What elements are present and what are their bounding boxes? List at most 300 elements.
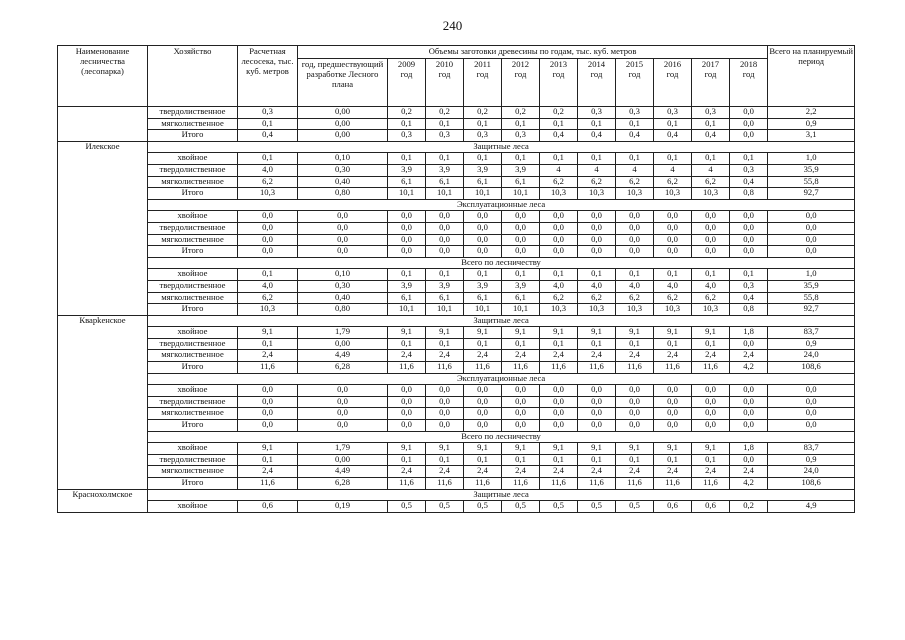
table-row — [58, 188, 855, 200]
value-cell: 0,0 — [298, 246, 388, 258]
value-cell: 0,4 — [540, 130, 578, 142]
header-year-value: 2011 — [474, 59, 491, 69]
section-label: Эксплуатационные леса — [148, 199, 855, 211]
value-cell: 0,0 — [730, 420, 768, 432]
economy-cell: Итого — [148, 420, 238, 432]
value-cell: 0,0 — [502, 408, 540, 420]
value-cell: 0,0 — [388, 222, 426, 234]
value-cell: 9,1 — [502, 443, 540, 455]
value-cell: 0,0 — [502, 385, 540, 397]
value-cell: 0,0 — [692, 211, 730, 223]
value-cell: 0,0 — [616, 246, 654, 258]
header-year-value: 2015 — [625, 59, 644, 69]
value-cell: 9,1 — [426, 443, 464, 455]
header-calc-cutting-area: Расчетная лесосека, тыс. куб. метров — [238, 46, 298, 107]
value-cell: 0,0 — [426, 408, 464, 420]
value-cell: 0,1 — [426, 454, 464, 466]
value-cell: 11,6 — [692, 478, 730, 490]
value-cell: 0,1 — [502, 153, 540, 165]
value-cell: 10,1 — [388, 304, 426, 316]
economy-cell: мягколиственное — [148, 118, 238, 130]
value-cell: 0,5 — [540, 501, 578, 513]
value-cell: 0,1 — [464, 269, 502, 281]
value-cell: 0,0 — [464, 385, 502, 397]
value-cell: 0,0 — [768, 396, 855, 408]
value-cell: 0,0 — [464, 246, 502, 258]
value-cell: 0,00 — [298, 118, 388, 130]
value-cell: 10,1 — [426, 304, 464, 316]
value-cell: 10,3 — [692, 188, 730, 200]
value-cell: 35,9 — [768, 280, 855, 292]
value-cell: 11,6 — [388, 478, 426, 490]
value-cell: 108,6 — [768, 478, 855, 490]
value-cell: 0,0 — [578, 211, 616, 223]
value-cell: 0,0 — [578, 408, 616, 420]
value-cell: 1,0 — [768, 153, 855, 165]
table-row — [58, 292, 855, 304]
value-cell: 0,9 — [768, 118, 855, 130]
value-cell: 0,2 — [426, 107, 464, 119]
value-cell: 6,1 — [426, 176, 464, 188]
value-cell: 0,00 — [298, 338, 388, 350]
value-cell: 0,3 — [730, 280, 768, 292]
value-cell: 2,2 — [768, 107, 855, 119]
value-cell: 0,0 — [654, 420, 692, 432]
value-cell: 0,0 — [768, 408, 855, 420]
value-cell: 2,4 — [654, 350, 692, 362]
economy-cell: твердолиственное — [148, 280, 238, 292]
value-cell: 0,1 — [692, 454, 730, 466]
value-cell: 10,3 — [578, 304, 616, 316]
value-cell: 0,0 — [388, 211, 426, 223]
value-cell: 10,3 — [238, 304, 298, 316]
table-row — [58, 327, 855, 339]
section-label: Защитные леса — [148, 141, 855, 153]
value-cell: 1,0 — [768, 269, 855, 281]
value-cell: 11,6 — [540, 362, 578, 374]
value-cell: 0,4 — [616, 130, 654, 142]
value-cell: 0,1 — [426, 269, 464, 281]
value-cell: 6,1 — [502, 292, 540, 304]
value-cell: 0,0 — [502, 234, 540, 246]
economy-cell: твердолиственное — [148, 107, 238, 119]
value-cell: 0,1 — [616, 338, 654, 350]
section-row — [58, 489, 855, 501]
value-cell: 0,1 — [692, 338, 730, 350]
value-cell: 0,0 — [654, 222, 692, 234]
value-cell: 0,1 — [654, 269, 692, 281]
header-year-value: 2009 — [397, 59, 416, 69]
value-cell: 4,0 — [654, 280, 692, 292]
value-cell: 92,7 — [768, 304, 855, 316]
header-year-2011 — [464, 59, 502, 107]
value-cell: 6,2 — [616, 176, 654, 188]
value-cell: 4,0 — [692, 280, 730, 292]
table-row — [58, 222, 855, 234]
economy-cell: твердолиственное — [148, 338, 238, 350]
value-cell: 0,0 — [464, 222, 502, 234]
value-cell: 0,0 — [768, 234, 855, 246]
value-cell: 10,3 — [540, 304, 578, 316]
value-cell: 0,0 — [540, 222, 578, 234]
table-row — [58, 118, 855, 130]
economy-cell: хвойное — [148, 211, 238, 223]
economy-cell: Итого — [148, 246, 238, 258]
value-cell: 9,1 — [426, 327, 464, 339]
value-cell: 6,2 — [578, 292, 616, 304]
value-cell: 2,4 — [540, 466, 578, 478]
table-row — [58, 478, 855, 490]
table-row — [58, 176, 855, 188]
value-cell: 6,28 — [298, 478, 388, 490]
value-cell: 0,1 — [502, 454, 540, 466]
table-row — [58, 396, 855, 408]
value-cell: 0,1 — [616, 454, 654, 466]
header-year-2015 — [616, 59, 654, 107]
header-year-2018 — [730, 59, 768, 107]
value-cell: 0,0 — [768, 385, 855, 397]
value-cell: 0,0 — [768, 222, 855, 234]
value-cell: 0,0 — [540, 211, 578, 223]
value-cell: 0,0 — [540, 234, 578, 246]
value-cell: 10,3 — [616, 188, 654, 200]
value-cell: 1,79 — [298, 443, 388, 455]
header-year-2016 — [654, 59, 692, 107]
value-cell: 0,0 — [388, 420, 426, 432]
value-cell: 0,0 — [298, 222, 388, 234]
value-cell: 11,6 — [426, 478, 464, 490]
section-row — [58, 257, 855, 269]
value-cell: 0,1 — [654, 153, 692, 165]
value-cell: 0,8 — [730, 188, 768, 200]
value-cell: 0,0 — [426, 222, 464, 234]
value-cell: 0,0 — [654, 246, 692, 258]
economy-cell: мягколиственное — [148, 408, 238, 420]
value-cell: 0,0 — [238, 211, 298, 223]
value-cell: 9,1 — [464, 443, 502, 455]
value-cell: 0,4 — [730, 292, 768, 304]
value-cell: 0,0 — [616, 385, 654, 397]
value-cell: 11,6 — [388, 362, 426, 374]
section-label: Всего по лесничеству — [148, 257, 855, 269]
value-cell: 2,4 — [730, 350, 768, 362]
value-cell: 0,0 — [692, 222, 730, 234]
value-cell: 0,0 — [298, 396, 388, 408]
value-cell: 10,3 — [654, 304, 692, 316]
value-cell: 9,1 — [578, 443, 616, 455]
value-cell: 0,1 — [654, 338, 692, 350]
value-cell: 0,2 — [540, 107, 578, 119]
value-cell: 11,6 — [502, 478, 540, 490]
value-cell: 0,10 — [298, 153, 388, 165]
value-cell: 4,2 — [730, 478, 768, 490]
header-year-word: год — [666, 68, 679, 79]
value-cell: 2,4 — [502, 466, 540, 478]
table-row — [58, 211, 855, 223]
table-row — [58, 443, 855, 455]
value-cell: 0,0 — [730, 222, 768, 234]
value-cell: 0,3 — [426, 130, 464, 142]
value-cell: 0,1 — [464, 153, 502, 165]
header-year-2014 — [578, 59, 616, 107]
table-row — [58, 454, 855, 466]
value-cell: 0,0 — [298, 420, 388, 432]
section-row — [58, 141, 855, 153]
value-cell: 0,0 — [502, 396, 540, 408]
value-cell: 92,7 — [768, 188, 855, 200]
table-row — [58, 338, 855, 350]
value-cell: 10,3 — [654, 188, 692, 200]
value-cell: 0,1 — [426, 153, 464, 165]
table-row — [58, 501, 855, 513]
value-cell: 0,2 — [502, 107, 540, 119]
value-cell: 0,0 — [654, 408, 692, 420]
value-cell: 0,0 — [578, 385, 616, 397]
value-cell: 0,0 — [578, 420, 616, 432]
value-cell: 4,0 — [238, 280, 298, 292]
value-cell: 0,8 — [730, 304, 768, 316]
value-cell: 0,1 — [238, 153, 298, 165]
value-cell: 0,4 — [692, 130, 730, 142]
value-cell: 0,0 — [426, 396, 464, 408]
value-cell: 9,1 — [464, 327, 502, 339]
value-cell: 0,0 — [654, 234, 692, 246]
value-cell: 0,0 — [692, 396, 730, 408]
economy-cell: хвойное — [148, 443, 238, 455]
value-cell: 4,49 — [298, 466, 388, 478]
value-cell: 0,0 — [388, 234, 426, 246]
value-cell: 0,0 — [730, 338, 768, 350]
value-cell: 0,5 — [616, 501, 654, 513]
value-cell: 0,0 — [616, 211, 654, 223]
value-cell: 0,0 — [616, 420, 654, 432]
value-cell: 0,3 — [464, 130, 502, 142]
value-cell: 0,30 — [298, 280, 388, 292]
economy-cell: мягколиственное — [148, 176, 238, 188]
value-cell: 0,1 — [730, 153, 768, 165]
value-cell: 0,5 — [502, 501, 540, 513]
economy-cell: твердолиственное — [148, 454, 238, 466]
value-cell: 0,00 — [298, 454, 388, 466]
value-cell: 0,4 — [578, 130, 616, 142]
value-cell: 0,1 — [540, 269, 578, 281]
table-row — [58, 350, 855, 362]
value-cell: 11,6 — [464, 362, 502, 374]
value-cell: 9,1 — [540, 327, 578, 339]
value-cell: 11,6 — [616, 478, 654, 490]
page-number: 240 — [442, 18, 463, 33]
value-cell: 0,1 — [426, 118, 464, 130]
value-cell: 6,1 — [388, 176, 426, 188]
value-cell: 10,3 — [692, 304, 730, 316]
value-cell: 11,6 — [426, 362, 464, 374]
value-cell: 4 — [540, 164, 578, 176]
value-cell: 0,0 — [730, 396, 768, 408]
value-cell: 0,0 — [426, 234, 464, 246]
value-cell: 10,1 — [388, 188, 426, 200]
value-cell: 6,28 — [298, 362, 388, 374]
value-cell: 0,1 — [730, 269, 768, 281]
value-cell: 0,0 — [616, 222, 654, 234]
value-cell: 0,3 — [578, 107, 616, 119]
economy-cell: хвойное — [148, 501, 238, 513]
value-cell: 0,80 — [298, 188, 388, 200]
value-cell: 2,4 — [578, 350, 616, 362]
value-cell: 0,0 — [616, 234, 654, 246]
value-cell: 4 — [692, 164, 730, 176]
value-cell: 11,6 — [540, 478, 578, 490]
value-cell: 6,1 — [388, 292, 426, 304]
value-cell: 10,3 — [540, 188, 578, 200]
header-prev-year: год, предшествующий разработке Лесного плана — [298, 59, 388, 107]
table-row — [58, 304, 855, 316]
value-cell: 0,0 — [540, 408, 578, 420]
value-cell: 55,8 — [768, 176, 855, 188]
value-cell: 0,2 — [464, 107, 502, 119]
value-cell: 0,1 — [464, 118, 502, 130]
value-cell: 0,0 — [692, 246, 730, 258]
value-cell: 0,0 — [768, 211, 855, 223]
value-cell: 3,9 — [502, 164, 540, 176]
value-cell: 0,0 — [616, 396, 654, 408]
value-cell: 0,1 — [238, 454, 298, 466]
value-cell: 0,5 — [464, 501, 502, 513]
value-cell: 0,4 — [238, 130, 298, 142]
value-cell: 3,9 — [388, 164, 426, 176]
header-year-word: год — [514, 68, 527, 79]
value-cell: 0,1 — [238, 118, 298, 130]
value-cell: 4,0 — [578, 280, 616, 292]
value-cell: 0,0 — [654, 385, 692, 397]
value-cell: 0,1 — [388, 153, 426, 165]
value-cell: 0,3 — [388, 130, 426, 142]
economy-cell: Итого — [148, 188, 238, 200]
header-year-value: 2014 — [587, 59, 606, 69]
value-cell: 6,1 — [502, 176, 540, 188]
value-cell: 0,0 — [540, 246, 578, 258]
table-row — [58, 385, 855, 397]
value-cell: 0,1 — [540, 338, 578, 350]
value-cell: 0,0 — [238, 246, 298, 258]
value-cell: 0,0 — [298, 408, 388, 420]
value-cell: 55,8 — [768, 292, 855, 304]
value-cell: 0,1 — [238, 338, 298, 350]
economy-cell: мягколиственное — [148, 466, 238, 478]
value-cell: 4 — [654, 164, 692, 176]
value-cell: 2,4 — [464, 466, 502, 478]
value-cell: 3,9 — [502, 280, 540, 292]
value-cell: 0,1 — [540, 118, 578, 130]
economy-cell: мягколиственное — [148, 350, 238, 362]
value-cell: 3,9 — [464, 164, 502, 176]
header-economy: Хозяйство — [148, 46, 238, 107]
value-cell: 6,2 — [540, 292, 578, 304]
header-year-word: год — [742, 68, 755, 79]
value-cell: 0,80 — [298, 304, 388, 316]
value-cell: 3,9 — [464, 280, 502, 292]
value-cell: 6,2 — [238, 176, 298, 188]
value-cell: 1,8 — [730, 327, 768, 339]
value-cell: 9,1 — [654, 443, 692, 455]
value-cell: 0,0 — [388, 385, 426, 397]
value-cell: 2,4 — [578, 466, 616, 478]
value-cell: 0,0 — [464, 396, 502, 408]
value-cell: 0,0 — [730, 107, 768, 119]
value-cell: 0,30 — [298, 164, 388, 176]
value-cell: 0,10 — [298, 269, 388, 281]
value-cell: 6,2 — [578, 176, 616, 188]
value-cell: 0,0 — [464, 234, 502, 246]
value-cell: 0,1 — [388, 269, 426, 281]
header-volumes-by-year: Объемы заготовки древесины по годам, тыс. куб. метров — [298, 46, 768, 59]
value-cell: 0,0 — [692, 234, 730, 246]
value-cell: 0,4 — [730, 176, 768, 188]
value-cell: 0,6 — [238, 501, 298, 513]
value-cell: 0,0 — [540, 396, 578, 408]
value-cell: 0,0 — [238, 396, 298, 408]
value-cell: 11,6 — [502, 362, 540, 374]
value-cell: 11,6 — [654, 362, 692, 374]
value-cell: 0,1 — [616, 269, 654, 281]
value-cell: 0,0 — [502, 420, 540, 432]
value-cell: 0,0 — [730, 130, 768, 142]
value-cell: 0,1 — [464, 454, 502, 466]
value-cell: 0,3 — [238, 107, 298, 119]
value-cell: 0,40 — [298, 176, 388, 188]
value-cell: 0,1 — [502, 118, 540, 130]
value-cell: 2,4 — [654, 466, 692, 478]
value-cell: 6,2 — [692, 176, 730, 188]
table-row — [58, 107, 855, 119]
economy-cell: хвойное — [148, 153, 238, 165]
value-cell: 0,1 — [578, 338, 616, 350]
header-year-value: 2017 — [701, 59, 720, 69]
value-cell: 2,4 — [540, 350, 578, 362]
value-cell: 9,1 — [654, 327, 692, 339]
value-cell: 2,4 — [238, 350, 298, 362]
header-year-2013 — [540, 59, 578, 107]
value-cell: 0,0 — [730, 454, 768, 466]
section-row — [58, 199, 855, 211]
value-cell: 0,0 — [502, 211, 540, 223]
value-cell: 6,1 — [464, 176, 502, 188]
value-cell: 9,1 — [616, 443, 654, 455]
value-cell: 2,4 — [692, 466, 730, 478]
economy-cell: твердолиственное — [148, 396, 238, 408]
value-cell: 0,0 — [238, 408, 298, 420]
header-year-value: 2010 — [435, 59, 454, 69]
value-cell: 0,0 — [238, 234, 298, 246]
value-cell: 11,6 — [578, 362, 616, 374]
value-cell: 0,0 — [540, 385, 578, 397]
value-cell: 11,6 — [616, 362, 654, 374]
value-cell: 0,4 — [654, 130, 692, 142]
value-cell: 11,6 — [464, 478, 502, 490]
value-cell: 0,0 — [388, 408, 426, 420]
value-cell: 0,1 — [502, 338, 540, 350]
value-cell: 0,0 — [426, 211, 464, 223]
value-cell: 0,0 — [578, 396, 616, 408]
header-year-word: год — [704, 68, 717, 79]
value-cell: 0,1 — [616, 153, 654, 165]
table-body — [58, 107, 855, 513]
value-cell: 6,2 — [692, 292, 730, 304]
value-cell: 0,1 — [388, 454, 426, 466]
value-cell: 0,6 — [692, 501, 730, 513]
value-cell: 0,0 — [388, 396, 426, 408]
table-row — [58, 164, 855, 176]
value-cell: 0,1 — [464, 338, 502, 350]
